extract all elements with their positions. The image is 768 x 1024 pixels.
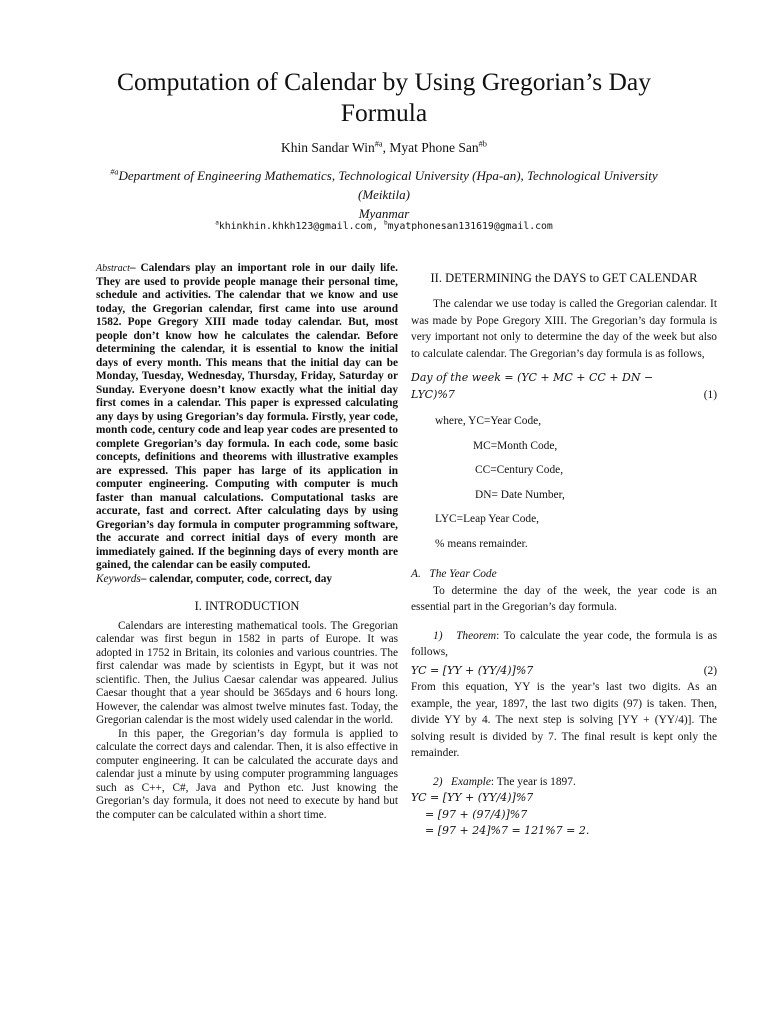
example-line-3: = [97 + 24]%7 = 121%7 = 2.: [425, 824, 590, 837]
author-separator: ,: [382, 140, 390, 155]
intro-paragraph-2: In this paper, the Gregorian’s day formula is applied to calculate the correct days and calendar. Then, it is also effective in computer engineering. It can be calculated the accurate days and calendar just a minute by using computer programming languages such as C++, C#, Java and Python etc. Just knowing the Gregorian’s day formula, it does not need to execute by hand but the computer can be calculated within a short time.: [96, 727, 398, 821]
author-2-sup: #b: [478, 139, 487, 149]
example-line-2: = [97 + (97/4)]%7: [425, 807, 528, 821]
affil-line-1: Department of Engineering Mathematics, Technological University (Hpa-an), Technological University: [118, 168, 658, 183]
theorem-paragraph: [411, 628, 717, 661]
right-column: [411, 262, 717, 840]
equation-2: YC = [YY + (YY/4)]%7: [411, 663, 534, 677]
intro-paragraph-1: Calendars are interesting mathematical tools. The Gregorian calendar was first begun in 1582 in parts of Europe. It was adopted in 1752 in Britain, its colonies and various countries. The first calendar was made by scientists in Egypt, but it was not scientific. Then, the Julius Caesar calendar was appeared. Julius Caesar thought that a year should be 365days and 6 hours long. However, the calendar was almost twelve minutes fast. Today, the Gregorian calendar is the most widely used calendar in the world.: [96, 619, 398, 726]
intro-heading: I. INTRODUCTION: [194, 599, 300, 613]
paper-title: [60, 66, 708, 128]
equation-1-row: [411, 387, 717, 404]
example-text: : The year is 1897.: [490, 775, 576, 788]
affil-line-3: Myanmar: [358, 206, 410, 221]
title-line-2: Formula: [340, 98, 428, 127]
affil-sup: #a: [110, 167, 119, 177]
equation-2-number: (2): [703, 664, 717, 677]
title-line-1: Computation of Calendar by Using Gregorian’s Day: [117, 67, 651, 96]
example-paragraph: [411, 774, 717, 791]
theorem-text: : To calculate the year code, the formula is as follows,: [411, 629, 718, 658]
section-2-paragraph: The calendar we use today is called the Gregorian calendar. It was made by Pope Gregory XIII. The Gregorian’s day formula is very important not only to determine the day of the week but also to calculate calendar. The Gregorian’s day formula is as follows,: [411, 298, 717, 360]
section-2-heading: II. DETERMINING the DAYS to GET CALENDAR: [430, 271, 698, 285]
author-1: Khin Sandar Win: [281, 140, 375, 155]
example-label: Example: [451, 775, 491, 788]
keywords-label: Keywords: [96, 572, 141, 585]
email-sup-b: b: [384, 219, 388, 227]
email-b[interactable]: myatphonesan131619@gmail.com: [387, 221, 553, 232]
affiliation: [90, 166, 678, 223]
email-line: [60, 221, 708, 232]
author-line: [60, 140, 708, 156]
equation-1-number: (1): [703, 388, 717, 401]
keywords: [96, 573, 398, 587]
def-remainder: % means remainder.: [435, 537, 528, 550]
def-month-code: MC=Month Code,: [473, 439, 558, 452]
abstract-text: – Calendars play an important role in our daily life. They are used to provide people manage their personal time, schedule and activities. The calendar that we know and use today, the Gregorian calendar, first came into use around 1582. Pope Gregory XIII made today calendar. But, most people don’t know how he calculates the calendar. Before determining the calendar, it is essential to know the initial days of every month. This means that the initial day can be Monday, Tuesday, Wednesday, Thursday, Friday, Saturday or Sunday. Everyone doesn’t know exactly what the initial day first comes in a calendar. This paper is expressed calculating any days by using Gregorian’s day formula. Firstly, year code, month code, century code and leap year codes are presented to complete Gregorian’s day formula. In each code, some basic concepts, definitions and theorems with illustrative examples are expressed. This paper has large of its application in computer engineering. Computing with computer is much faster than manual calculations. Computational tasks are accurate, fast and correct. After calculating days by using Gregorian’s day formula in computer programming software, the accurate and correct initial days of every month are immediately gained. If the beginning days of every month are gained, the calendar can be easily computed.: [96, 262, 398, 571]
subsection-a-heading: [411, 566, 717, 583]
abstract-label: Abstract: [96, 263, 130, 274]
left-column: [96, 262, 398, 822]
subsection-a-title: The Year Code: [429, 568, 497, 580]
def-leap-year-code: LYC=Leap Year Code,: [435, 513, 539, 525]
author-2: Myat Phone San: [389, 140, 479, 155]
author-1-sup: #a: [374, 139, 383, 149]
def-date-number: DN= Date Number,: [475, 488, 565, 501]
equation-1-line-1: Day of the week = (YC + MC + CC + DN −: [411, 371, 654, 384]
email-sup-a: a: [215, 219, 219, 227]
equation-2-explanation: From this equation, YY is the year’s last two digits. As an example, the year, 1897, the last two digits (97) is taken. Then, divide YY by 4. The next step is solving [YY + (YY/4)]. The solving result is divided by 7. The final result is kept only the remainder.: [411, 681, 717, 759]
abstract: [96, 262, 398, 573]
theorem-number: 1): [433, 629, 443, 642]
equation-1-line-2: LYC)%7: [411, 387, 455, 401]
example-line-1: YC = [YY + (YY/4)]%7: [411, 791, 534, 804]
def-year-code: where, YC=Year Code,: [435, 415, 542, 427]
affil-line-2: (Meiktila): [358, 187, 410, 202]
keywords-text: – calendar, computer, code, correct, day: [140, 572, 333, 585]
email-a[interactable]: khinkhin.khkh123@gmail.com,: [218, 221, 384, 232]
example-number: 2): [433, 775, 443, 788]
equation-2-row: [411, 663, 717, 680]
subsection-a-label: A.: [411, 568, 421, 580]
def-century-code: CC=Century Code,: [475, 464, 564, 476]
subsection-a-paragraph: To determine the day of the week, the year code is an essential part in the Gregorian’s day formula.: [411, 584, 717, 613]
theorem-label: Theorem: [456, 629, 497, 642]
